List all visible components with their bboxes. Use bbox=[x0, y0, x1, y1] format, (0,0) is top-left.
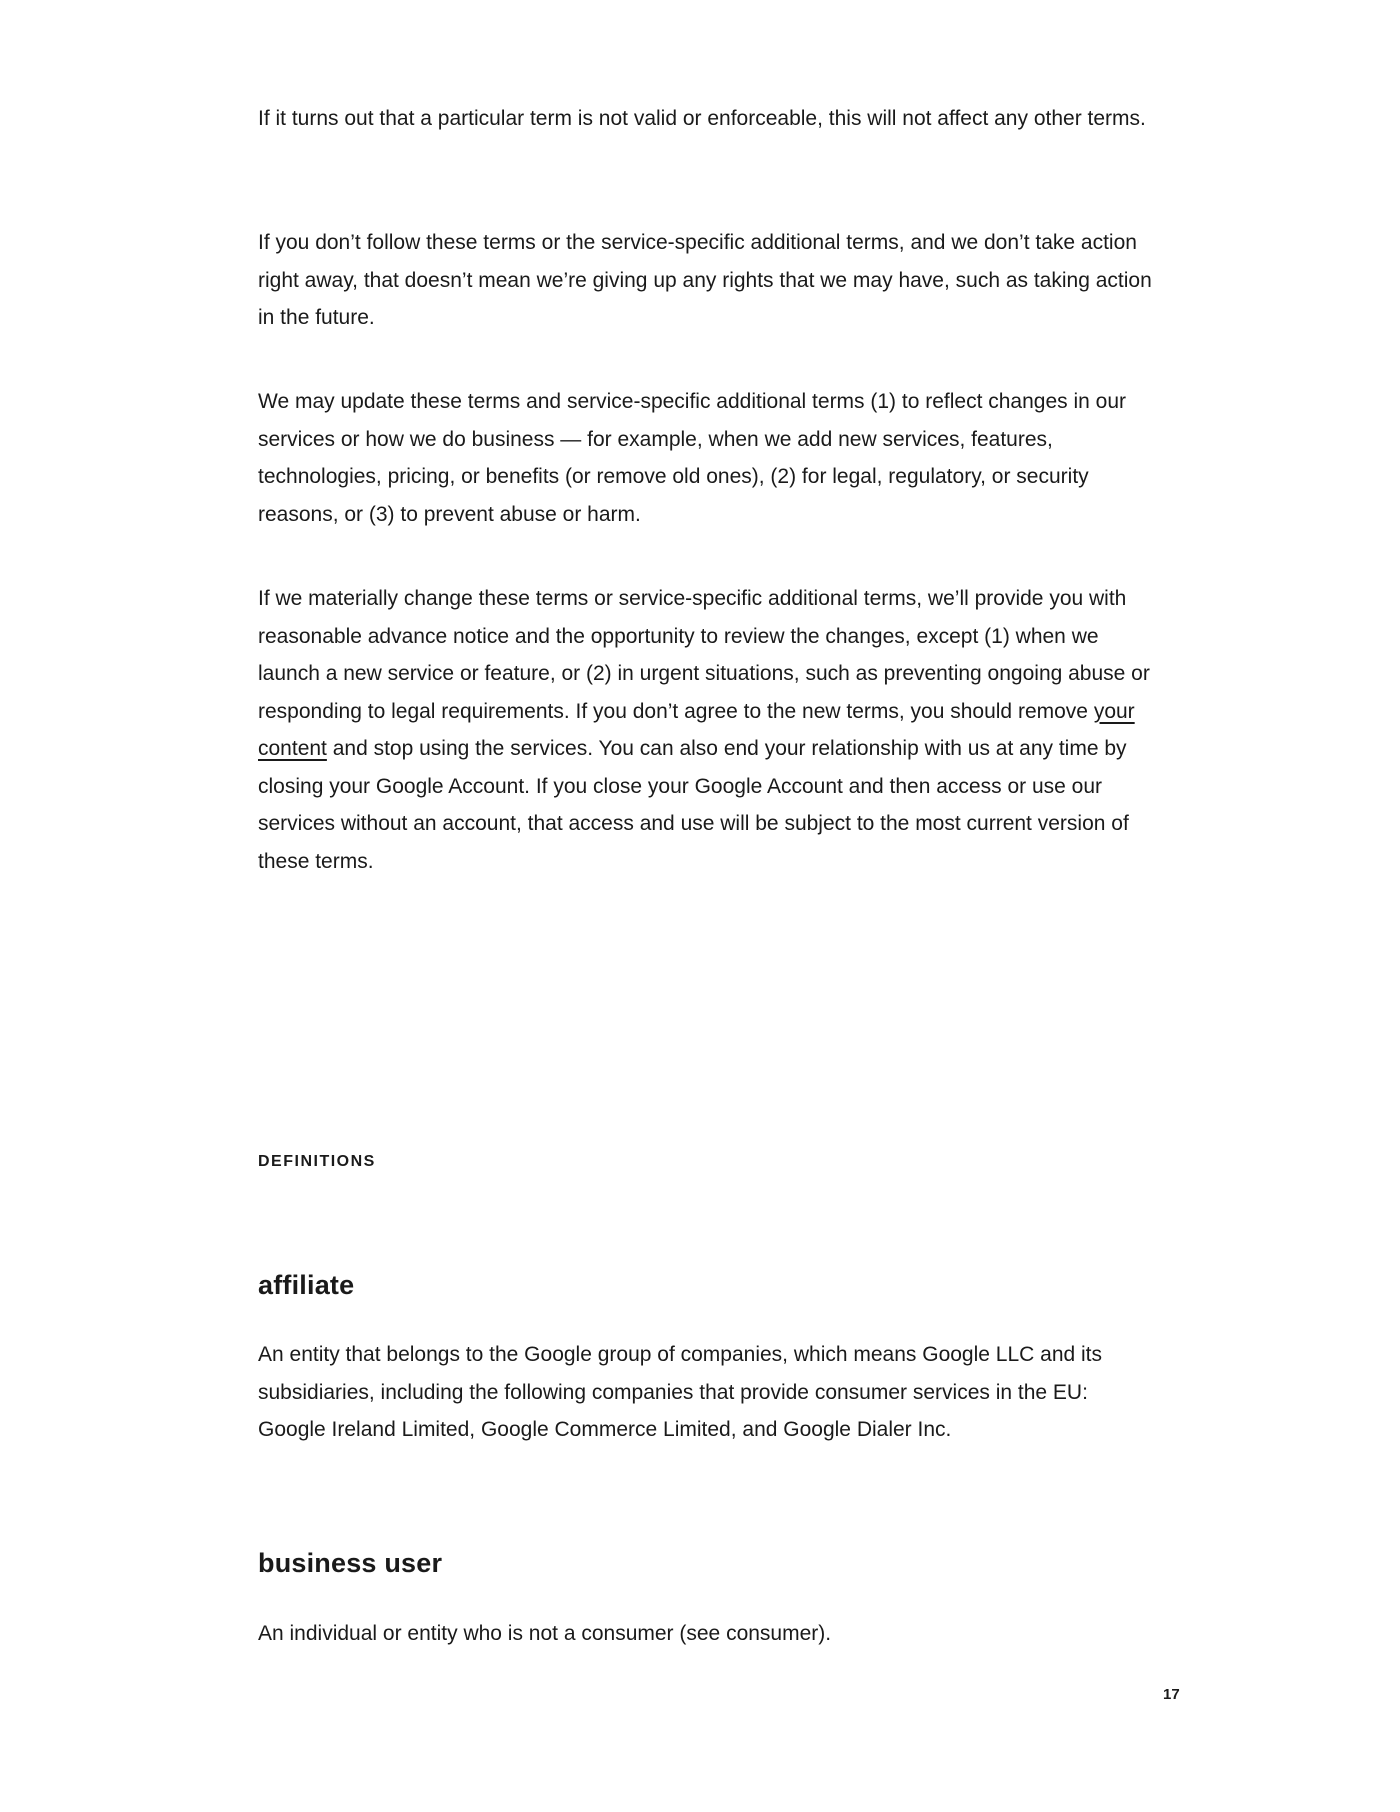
paragraph-text-after-link: and stop using the services. You can also end your relationship with us at any time by closing your Google Account. If you close your Google Account and then access or use our services without an account, that access and use will be subject to the most current version of these terms. bbox=[258, 737, 1129, 873]
paragraph-material-changes bbox=[258, 580, 1158, 880]
definitions-section-label: DEFINITIONS bbox=[258, 1153, 376, 1170]
term-heading-business-user: business user bbox=[258, 1548, 443, 1578]
your-content-link[interactable]: your content bbox=[258, 699, 1135, 760]
paragraph-no-waiver: If you don’t follow these terms or the service-specific additional terms, and we don’t take action right away, that doesn’t mean we’re giving up any rights that we may have, such as taking action in the future. bbox=[258, 231, 1152, 329]
paragraph-text-before-link: If we materially change these terms or service-specific additional terms, we’ll provide you with reasonable advance notice and the opportunity to review the changes, except (1) when we launch a new service or feature, or (2) in urgent situations, such as preventing ongoing abuse or responding to legal requirements. If you don’t agree to the new terms, you should remove bbox=[258, 587, 1150, 723]
term-heading-affiliate: affiliate bbox=[258, 1270, 355, 1300]
paragraph-updating-terms: We may update these terms and service-specific additional terms (1) to reflect changes in our services or how we do business — for example, when we add new services, features, technologies, pricing, or benefits (or remove old ones), (2) for legal, regulatory, or security reasons, or (3) to prevent abuse or harm. bbox=[258, 390, 1127, 526]
definition-affiliate: An entity that belongs to the Google group of companies, which means Google LLC and its subsidiaries, including the following companies that provide consumer services in the EU: Google Ireland Limited, Google Commerce Limited, and Google Dialer Inc. bbox=[258, 1343, 1103, 1441]
definition-business-user: An individual or entity who is not a consumer (see consumer). bbox=[258, 1622, 832, 1645]
paragraph-invalid-terms: If it turns out that a particular term is not valid or enforceable, this will not affect any other terms. bbox=[258, 107, 1146, 130]
page-number: 17 bbox=[1163, 1686, 1180, 1703]
